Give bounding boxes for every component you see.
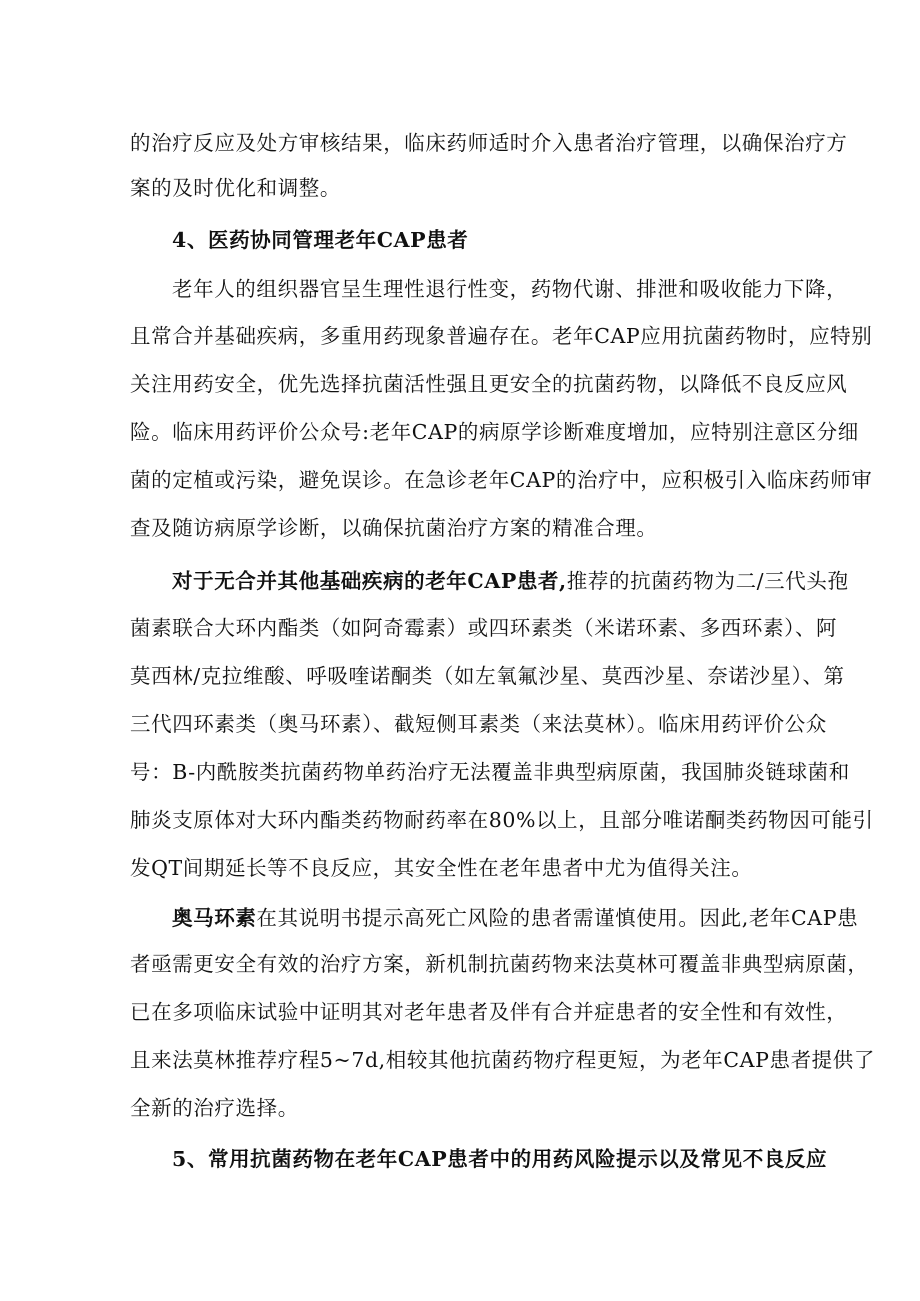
text-line: 菌的定植或污染，避免误诊。在急诊老年CAP的治疗中，应积极引入临床药师审	[130, 468, 873, 492]
text-line: 莫西林/克拉维酸、呼吸喹诺酮类（如左氧氟沙星、莫西沙星、奈诺沙星）、第	[130, 664, 845, 688]
text-line: 已在多项临床试验中证明其对老年患者及伴有合并症患者的安全性和有效性，	[130, 1000, 848, 1024]
text-line	[172, 904, 858, 932]
text-line: 的治疗反应及处方审核结果，临床药师适时介入患者治疗管理，以确保治疗方	[130, 131, 848, 155]
text-line: 查及随访病原学诊断，以确保抗菌治疗方案的精准合理。	[130, 516, 658, 540]
text-line: 全新的治疗选择。	[130, 1096, 299, 1120]
bold-lead-text: 对于无合并其他基础疾病的老年CAP患者,	[172, 569, 567, 593]
text-line: 菌素联合大环内酯类（如阿奇霉素）或四环素类（米诺环素、多西环素）、阿	[130, 616, 838, 640]
section-heading-5: 5、常用抗菌药物在老年CAP患者中的用药风险提示以及常见不良反应	[172, 1147, 828, 1171]
text-line: 号：B-内酰胺类抗菌药物单药治疗无法覆盖非典型病原菌，我国肺炎链球菌和	[130, 760, 850, 784]
text-line: 且来法莫林推荐疗程5~7d,相较其他抗菌药物疗程更短，为老年CAP患者提供了	[130, 1048, 875, 1072]
text-line: 者亟需更安全有效的治疗方案，新机制抗菌药物来法莫林可覆盖非典型病原菌，	[130, 952, 869, 976]
text-line: 且常合并基础疾病，多重用药现象普遍存在。老年CAP应用抗菌药物时，应特别	[130, 324, 873, 348]
lead-rest-text: 在其说明书提示高死亡风险的患者需谨慎使用。因此,老年CAP患	[256, 906, 859, 930]
text-line	[172, 567, 849, 595]
section-heading-4: 4、医药协同管理老年CAP患者	[172, 228, 469, 252]
lead-rest-text: 推荐的抗菌药物为二/三代头孢	[566, 569, 849, 593]
text-line: 案的及时优化和调整。	[130, 176, 341, 200]
text-line: 三代四环素类（奥马环素）、截短侧耳素类（来法莫林）。临床用药评价公众	[130, 712, 827, 736]
text-line: 险。临床用药评价公众号:老年CAP的病原学诊断难度增加，应特别注意区分细	[130, 420, 859, 444]
text-line: 老年人的组织器官呈生理性退行性变，药物代谢、排泄和吸收能力下降，	[172, 277, 848, 301]
text-line: 肺炎支原体对大环内酯类药物耐药率在80%以上，且部分唯诺酮类药物因可能引	[130, 808, 874, 832]
text-line: 关注用药安全，优先选择抗菌活性强且更安全的抗菌药物，以降低不良反应风	[130, 372, 848, 396]
bold-lead-text: 奥马环素	[172, 906, 257, 930]
text-line: 发QT间期延长等不良反应，其安全性在老年患者中尤为值得关注。	[130, 856, 753, 880]
